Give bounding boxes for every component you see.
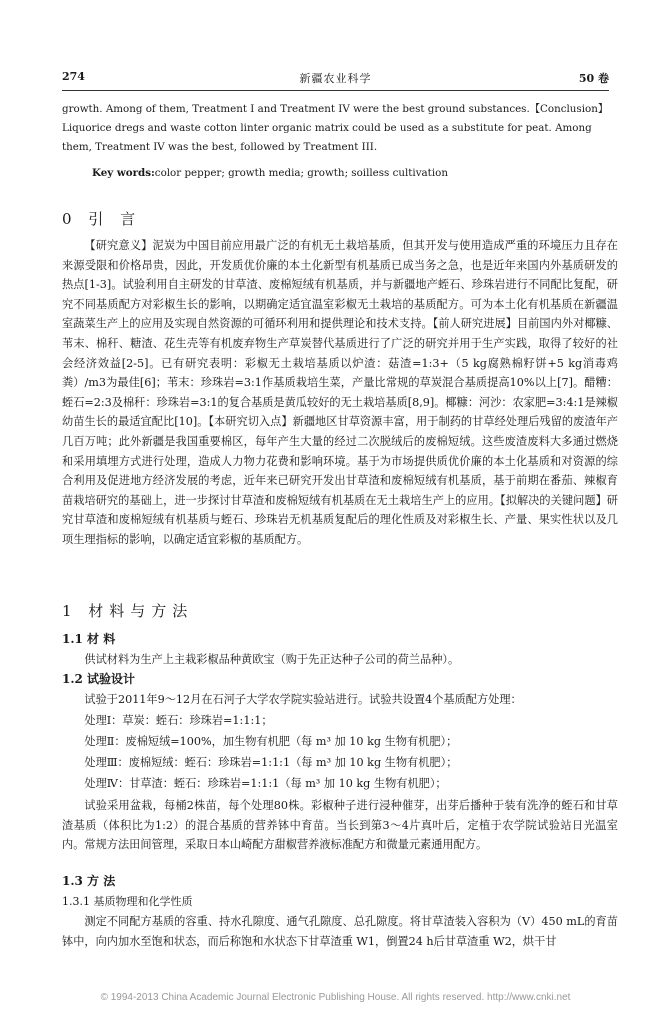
section-1-title: 1 材料与方法 [62,602,194,620]
section-1-2-intro: 试验于2011年9～12月在石河子大学农学院实验站进行。试验共设置4个基质配方处理： [84,693,522,706]
page-number: 274 [62,70,85,83]
section-1-2-title: 1.2 试验设计 [62,672,136,686]
section-1-1-title: 1.1 材 料 [62,632,116,646]
volume-label: 50 卷 [578,72,609,85]
treatment-4: 处理Ⅳ：甘草渣：蛭石：珍珠岩=1:1:1（每 m³ 加 10 kg 生物有机肥）； [84,777,447,790]
section-1-1-text: 供试材料为生产上主栽彩椒品种黄欧宝（购于先正达种子公司的荷兰品种）。 [84,653,460,666]
section-1-3-1-text: 测定不同配方基质的容重、持水孔隙度、通气孔隙度、总孔隙度。将甘草渣装入容积为（V）450 mL的育苗钵中，向内加水至饱和状态，而后称饱和水状态下甘草渣重 W1，倒置24 h后甘草渣重 W2，烘干甘 [62,915,618,948]
keywords-text: color pepper; growth media; growth; soilless cultivation [154,167,448,179]
intro-paragraph: 【研究意义】泥炭为中国目前应用最广泛的有机无土栽培基质，但其开发与使用造成严重的环境压力且存在来源受限和价格昂贵，因此，开发质优价廉的本土化新型有机基质已成当务之急，也是近年来国内外基质研发的热点[1-3]。试验利用自主研发的甘草渣、废棉短绒有机基质，并与新疆地产蛭石、珍珠岩进行不同配比复配，研究不同基质配方对彩椒生长的影响，以期确定适宜温室彩椒无土栽培的基质配方。可为本土化有机基质在新疆温室蔬菜生产上的应用及实现自然资源的可循环利用和提供理论和技术支持。【前人研究进展】目前国内外对椰糠、苇末、棉秆、糖渣、花生壳等有机废弃物生产草炭替代基质进行了广泛的研究并用于生产实践，取得了较好的社会经济效益[2-5]。已有研究表明：彩椒无土栽培基质以炉渣：菇渣=1:3+（5 kg腐熟棉籽饼+5 kg消毒鸡粪）/m3为最佳[6]；苇末：珍珠岩=3:1作基质栽培生菜，产量比常规的草炭混合基质提高10%以上[7]。醋糟：蛭石=2:3及棉秆：珍珠岩=3:1的复合基质是黄瓜较好的无土栽培基质[8,9]。椰糠：河沙：农家肥=3:4:1是辣椒幼苗生长的最适宜配比[10]。【本研究切入点】新疆地区甘草资源丰富，用于制药的甘草经处理后残留的废渣年产几百万吨；此外新疆是我国重要棉区，每年产生大量的经过二次脱绒后的废棉短绒。这些废渣废料大多通过燃烧和采用填埋方式进行处理，造成人力物力花费和影响环境。基于为市场提供质优价廉的本土化基质和对资源的综合利用及促进地方经济发展的考虑，近年来已研究开发出甘草渣和废棉短绒有机基质，基于前期在番茄、辣椒育苗栽培研究的基础上，进一步探讨甘草渣和废棉短绒有机基质在无土栽培生产上的应用。【拟解决的关键问题】研究甘草渣和废棉短绒有机基质与蛭石、珍珠岩无机基质复配后的理化性质及对彩椒生长、产量、果实性状以及几项生理指标的影响，以确定适宜彩椒的基质配方。 [62,239,618,546]
section-0-title: 0 引 言 [62,210,142,228]
keywords-label: Key words: [92,167,155,179]
journal-name: 新疆农业科学 [299,72,372,85]
treatment-list [62,710,618,794]
keywords-line [92,167,448,179]
section-1-3-title: 1.3 方 法 [62,874,116,888]
treatment-3: 处理Ⅲ：废棉短绒：蛭石：珍珠岩=1:1:1（每 m³ 加 10 kg 生物有机肥）； [84,756,458,769]
running-header [62,70,609,88]
treatment-2: 处理Ⅱ：废棉短绒=100%，加生物有机肥（每 m³ 加 10 kg 生物有机肥）； [84,735,458,748]
copyright-footer: © 1994-2013 China Academic Journal Electronic Publishing House. All rights reserved. http://www.cnki.net [100,992,571,1003]
section-1-2-text: 试验采用盆栽，每桶2株苗，每个处理80株。彩椒种子进行浸种催芽，出芽后播种于装有洗净的蛭石和甘草渣基质（体积比为1:2）的混合基质的营养钵中育苗。当长到第3～4片真叶后，定植于农学院试验站日光温室内。常规方法田间管理，采取日本山崎配方甜椒营养液标准配方和微量元素通用配方。 [62,799,618,852]
abstract-end: growth. Among of them, Treatment I and Treatment IV were the best ground substances.【Conclusion】Liquorice dregs and waste cotton linter organic matrix could be used as a substitute for peat. Among them, Treatment IV was the best, followed by Treatment III. [62,103,609,153]
header-rule [62,90,609,91]
treatment-1: 处理Ⅰ：草炭：蛭石：珍珠岩=1:1:1； [84,714,273,727]
section-1-3-1-title: 1.3.1 基质物理和化学性质 [62,895,193,908]
